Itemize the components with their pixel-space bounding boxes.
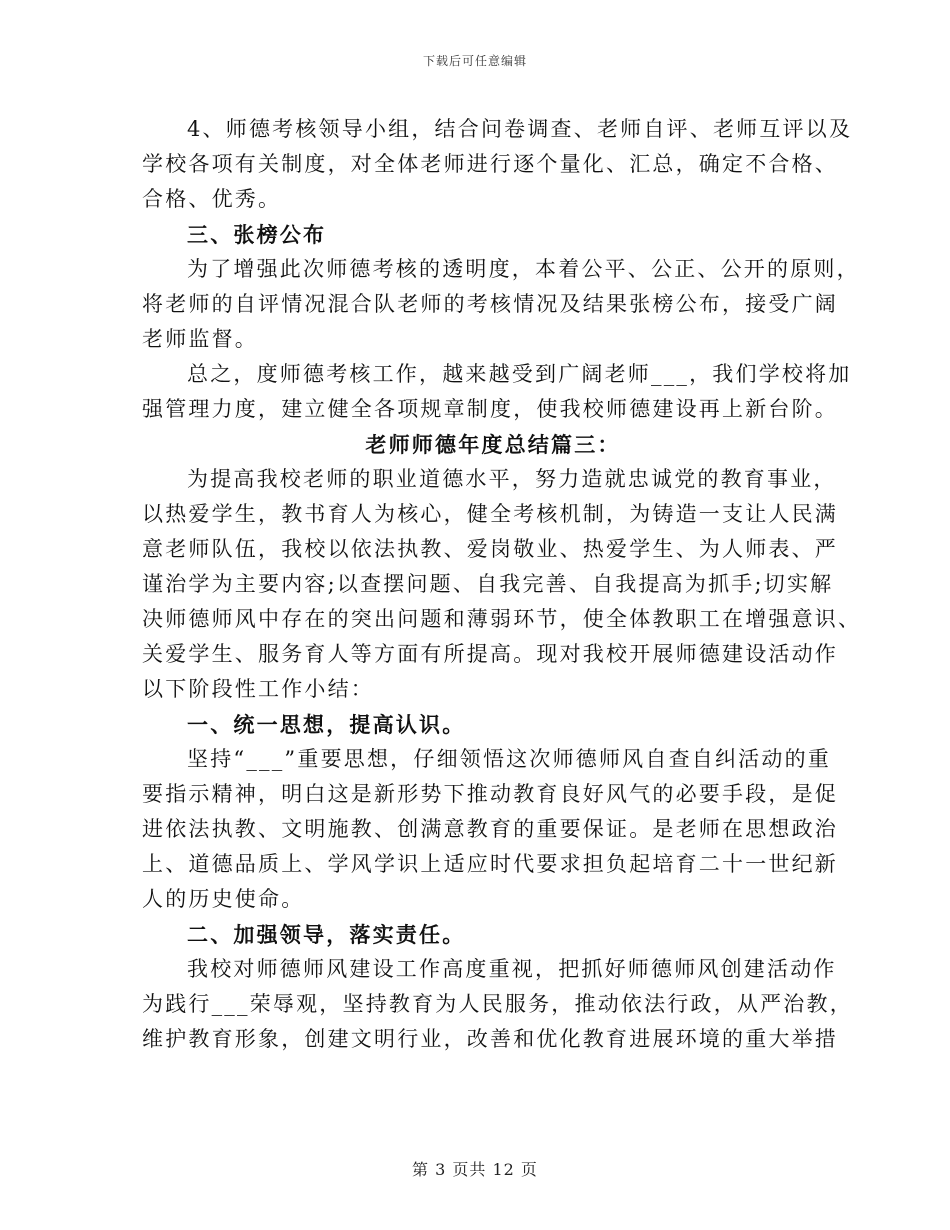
page-header: 下载后可任意编辑 (422, 54, 527, 68)
paragraph-line: 要指示精神，明白这是新形势下推动教育良好风气的必要手段，是促 (142, 782, 838, 806)
paragraph-line: 我校对师德师风建设工作高度重视，把抓好师德师风创建活动作 (187, 957, 837, 981)
paragraph-line: 维护教育形象，创建文明行业，改善和优化教育进展环境的重大举措 (142, 1027, 838, 1051)
section-heading: 三、张榜公布 (187, 222, 327, 247)
paragraph-line: 意老师队伍，我校以依法执教、爱岗敬业、热爱学生、为人师表、严 (142, 537, 838, 561)
document-body (142, 112, 862, 1057)
section-heading: 二、加强领导，落实责任。 (187, 922, 466, 947)
paragraph-line: 合格、优秀。 (142, 187, 282, 211)
paragraph-line: 为了增强此次师德考核的透明度，本着公平、公正、公开的原则， (187, 257, 860, 281)
paragraph-line: 将老师的自评情况混合队老师的考核情况及结果张榜公布，接受广阔 (142, 292, 838, 316)
paragraph-line: 总之，度师德考核工作，越来越受到广阔老师___，我们学校将加 (187, 362, 852, 386)
section-heading: 一、统一思想，提高认识。 (187, 712, 466, 737)
paragraph-line: 坚持“___”重要思想，仔细领悟这次师德师风自查自纠活动的重 (187, 747, 831, 771)
paragraph-line: 为践行___荣辱观，坚持教育为人民服务，推动依法行政，从严治教， (142, 992, 853, 1016)
document-title: 老师师德年度总结篇三： (365, 432, 621, 457)
paragraph-line: 关爱学生、服务育人等方面有所提高。现对我校开展师德建设活动作 (142, 642, 838, 666)
paragraph-line: 强管理力度，建立健全各项规章制度，使我校师德建设再上新台阶。 (142, 397, 838, 421)
paragraph-line: 谨治学为主要内容;以查摆问题、自我完善、自我提高为抓手;切实解 (142, 572, 834, 596)
paragraph-line: 上、道德品质上、学风学识上适应时代要求担负起培育二十一世纪新 (142, 852, 838, 876)
paragraph-line: 决师德师风中存在的突出问题和薄弱环节，使全体教职工在增强意识、 (142, 607, 862, 631)
paragraph-line: 学校各项有关制度，对全体老师进行逐个量化、汇总，确定不合格、 (142, 152, 838, 176)
paragraph-line: 老师监督。 (142, 327, 258, 351)
paragraph-line: 为提高我校老师的职业道德水平，努力造就忠诚党的教育事业， (187, 467, 837, 491)
page-number: 第 3 页共 12 页 (412, 1160, 538, 1179)
paragraph-line: 以下阶段性工作小结： (142, 677, 374, 701)
paragraph-line: 4、师德考核领导小组，结合问卷调查、老师自评、老师互评以及 (187, 117, 853, 141)
paragraph-line: 人的历史使命。 (142, 887, 305, 911)
paragraph-line: 以热爱学生，教书育人为核心，健全考核机制，为铸造一支让人民满 (142, 502, 838, 526)
paragraph-line: 进依法执教、文明施教、创满意教育的重要保证。是老师在思想政治 (142, 817, 838, 841)
